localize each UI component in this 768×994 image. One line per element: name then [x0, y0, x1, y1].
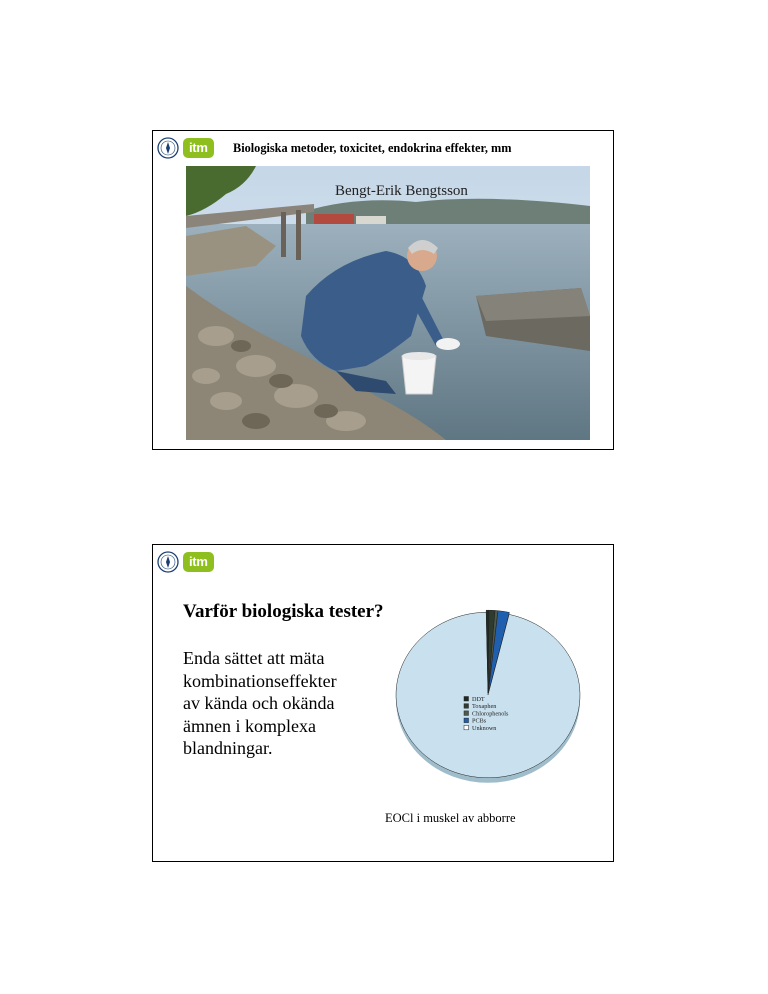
body-line: kombinationseffekter — [183, 670, 337, 691]
slide-body — [183, 647, 383, 760]
legend-label: PCBs — [472, 717, 487, 725]
slide-1 — [152, 130, 614, 450]
university-seal-icon — [157, 137, 179, 159]
slide-2 — [152, 544, 614, 862]
body-line: ämnen i komplexa — [183, 715, 316, 736]
photo-caption: Bengt-Erik Bengtsson — [335, 183, 468, 199]
body-line: blandningar. — [183, 738, 273, 758]
logo-group — [157, 551, 214, 573]
legend-label: Chlorophenols — [472, 710, 509, 718]
legend-label: Unknown — [472, 724, 497, 732]
pie-chart — [391, 589, 591, 789]
legend-swatch — [464, 697, 469, 702]
logo-group — [157, 137, 214, 159]
itm-logo: itm — [183, 552, 214, 572]
slide-heading: Varför biologiska tester? — [183, 601, 384, 622]
itm-logo: itm — [183, 138, 214, 158]
legend-swatch — [464, 704, 469, 709]
field-photo — [186, 166, 590, 440]
slide-title: Biologiska metoder, toxicitet, endokrina effekter, mm — [233, 141, 512, 155]
body-line: Enda sättet att mäta — [183, 648, 325, 668]
legend-label: DDT — [472, 696, 485, 703]
chart-caption: EOCl i muskel av abborre — [385, 811, 516, 825]
legend-swatch — [464, 718, 469, 723]
legend-swatch — [464, 725, 469, 730]
body-line: av kända och okända — [183, 693, 335, 713]
legend-swatch — [464, 711, 469, 716]
legend-label: Toxaphen — [472, 703, 497, 711]
university-seal-icon — [157, 551, 179, 573]
